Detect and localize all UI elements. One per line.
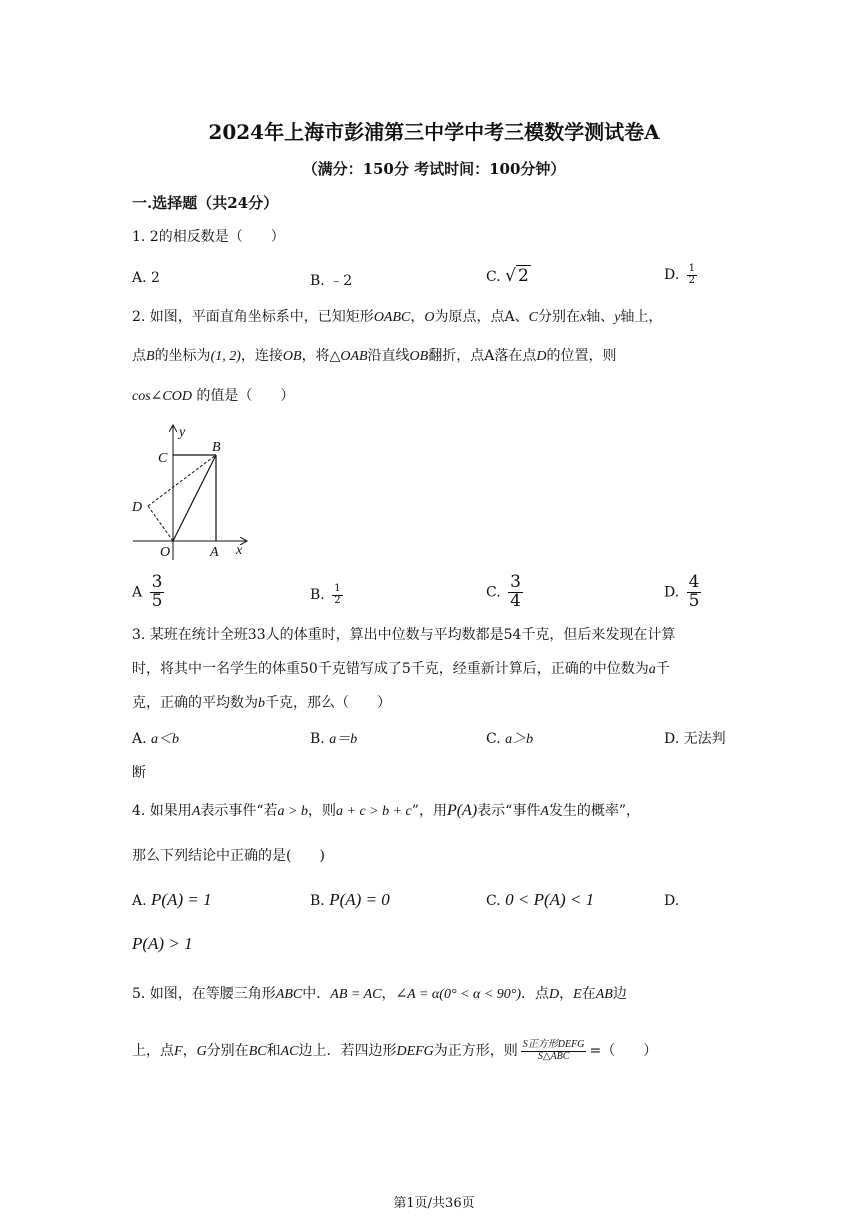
q2-option-d: D. $\frac{4}{5}$: [664, 572, 700, 611]
q1-option-d: D. $\frac{1}{2}$: [664, 263, 696, 286]
q4-option-a: A. P(A) = 1: [132, 890, 212, 909]
segment-do: [148, 506, 173, 541]
q2-option-c: C. $\frac{3}{4}$: [486, 572, 521, 611]
fraction: $\frac{3}{5}$: [151, 572, 163, 611]
q1-option-a: A. 2: [132, 270, 160, 286]
q1-option-b: B. ﹣2: [310, 273, 353, 289]
label-d: D: [132, 500, 143, 515]
question-4-line-2: 那么下列结论中正确的是( ): [132, 848, 325, 864]
label-b: B: [212, 440, 221, 455]
q2-option-a: A $\frac{3}{5}$: [132, 572, 163, 611]
q4-option-d-expression: P(A) > 1: [132, 934, 193, 953]
page-number: 第1页/共36页: [393, 1196, 475, 1211]
q3-option-c: C. a＞b: [486, 731, 534, 747]
coordinate-figure: [128, 420, 253, 562]
q2-option-b: B. $\frac{1}{2}$: [310, 583, 341, 606]
label-o: O: [160, 545, 171, 560]
section-heading: 一.选择题（共24分）: [132, 194, 279, 212]
q3-option-b: B. a＝b: [310, 731, 358, 747]
question-3-line-1: 3. 某班在统计全班33人的体重时，算出中位数与平均数都是54千克，但后来发现在计算: [132, 627, 676, 643]
q1-option-c: C. √ 2: [486, 266, 529, 286]
page-title: 2024年上海市彭浦第三中学中考三模数学测试卷A: [208, 120, 660, 144]
sqrt-expression: √ 2: [505, 266, 529, 286]
q3-option-d-continued: 断: [132, 765, 146, 781]
q4-option-d: D.: [664, 893, 680, 909]
label-y: y: [179, 425, 186, 440]
q4-option-c: C. 0 < P(A) < 1: [486, 890, 595, 909]
fraction: $\frac{1}{2}$: [688, 263, 696, 286]
question-2-line-1: 2. 如图，平面直角坐标系中，已知矩形OABC，O为原点，点A、C分别在x轴、y轴上，: [132, 309, 663, 325]
segment-ob: [173, 455, 216, 541]
exam-info: （满分：150分 考试时间：100分钟）: [302, 160, 566, 178]
question-5-line-2: 上，点F，G分别在BC和AC边上．若四边形DEFG为正方形，则 $\frac{\text{S正方形DEFG}}{\text{S△ABC}}$ =（ ）: [132, 1039, 658, 1062]
fraction: $\frac{4}{5}$: [688, 572, 700, 611]
q3-option-d: D. 无法判: [664, 731, 726, 747]
label-x: x: [236, 543, 243, 558]
question-5-line-1: 5. 如图，在等腰三角形ABC中．AB = AC，∠A = α(0° < α < 90°)．点D，E在AB边: [132, 986, 627, 1002]
question-4-line-1: 4. 如果用A表示事件“若a > b，则a + c > b + c”，用P(A)表示“事件A发生的概率”，: [132, 802, 641, 819]
question-3-line-3: 克，正确的平均数为b千克，那么（ ）: [132, 695, 391, 711]
q4-option-b: B. P(A) = 0: [310, 890, 390, 909]
question-2-line-3: cos∠COD 的值是（ ）: [132, 388, 295, 404]
q3-option-a: A. a＜b: [132, 731, 180, 747]
label-c: C: [158, 451, 168, 466]
label-a: A: [210, 545, 219, 560]
question-1-stem: 1. 2的相反数是（ ）: [132, 229, 285, 245]
question-2-line-2: 点B的坐标为(1, 2)，连接OB，将△OAB沿直线OB翻折，点A落在点D的位置，则: [132, 348, 617, 364]
question-3-line-2: 时，将其中一名学生的体重50千克错写成了5千克，经重新计算后，正确的中位数为a千: [132, 661, 670, 677]
fraction: $\frac{1}{2}$: [334, 583, 341, 606]
fraction: $\frac{3}{4}$: [510, 572, 521, 611]
area-ratio-fraction: $\frac{\text{S正方形DEFG}}{\text{S△ABC}}$: [522, 1039, 585, 1062]
